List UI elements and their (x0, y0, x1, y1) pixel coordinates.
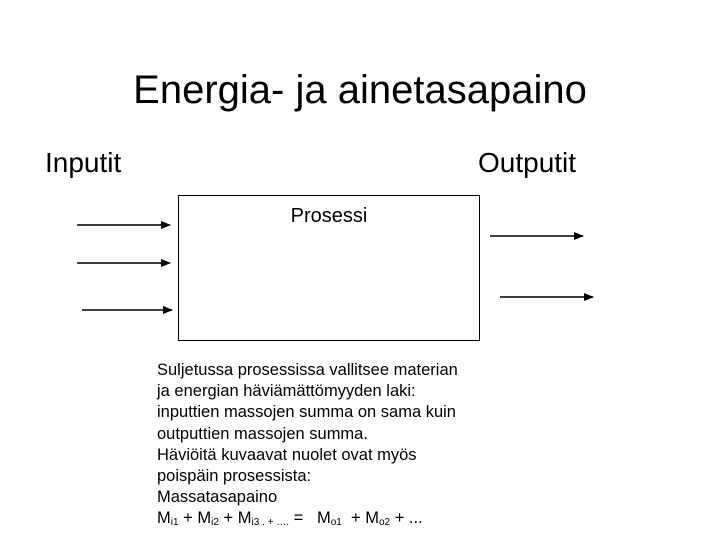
description-line: ja energian häviämättömyyden laki: (157, 382, 416, 401)
eq-subscript: i3 . + …. (251, 517, 289, 529)
description-line: poispäin prosessista: (157, 467, 312, 486)
eq-symbol: M (237, 509, 252, 528)
process-label: Prosessi (290, 205, 368, 227)
eq-symbol: M (197, 509, 212, 528)
eq-subscript: o1 (330, 517, 342, 529)
eq-symbol: M (365, 509, 379, 528)
eq-operator: + (178, 509, 198, 528)
eq-operator: + (218, 509, 238, 528)
description-line: Suljetussa prosessissa vallitsee materian (157, 361, 458, 379)
outputs-label: Outputit (478, 147, 577, 178)
eq-subscript: i1 (170, 517, 179, 529)
description-line: outputtien massojen summa. (157, 424, 368, 443)
inputs-label: Inputit (45, 147, 122, 178)
eq-operator: + ... (390, 509, 423, 528)
description-line: Häviöitä kuvaavat nuolet ovat myös (157, 445, 417, 464)
eq-subscript: i2 (211, 517, 219, 529)
eq-operator: = (288, 509, 317, 528)
eq-symbol: M (157, 509, 171, 528)
mass-balance-equation (157, 508, 517, 533)
eq-operator: + (341, 509, 366, 528)
slide-title: Energia- ja ainetasapaino (133, 68, 587, 112)
eq-symbol: M (316, 509, 331, 528)
description (157, 360, 517, 534)
description-line: Massatasapaino (157, 488, 278, 507)
description-line: inputtien massojen summa on sama kuin (157, 403, 456, 422)
eq-subscript: o2 (378, 517, 391, 529)
